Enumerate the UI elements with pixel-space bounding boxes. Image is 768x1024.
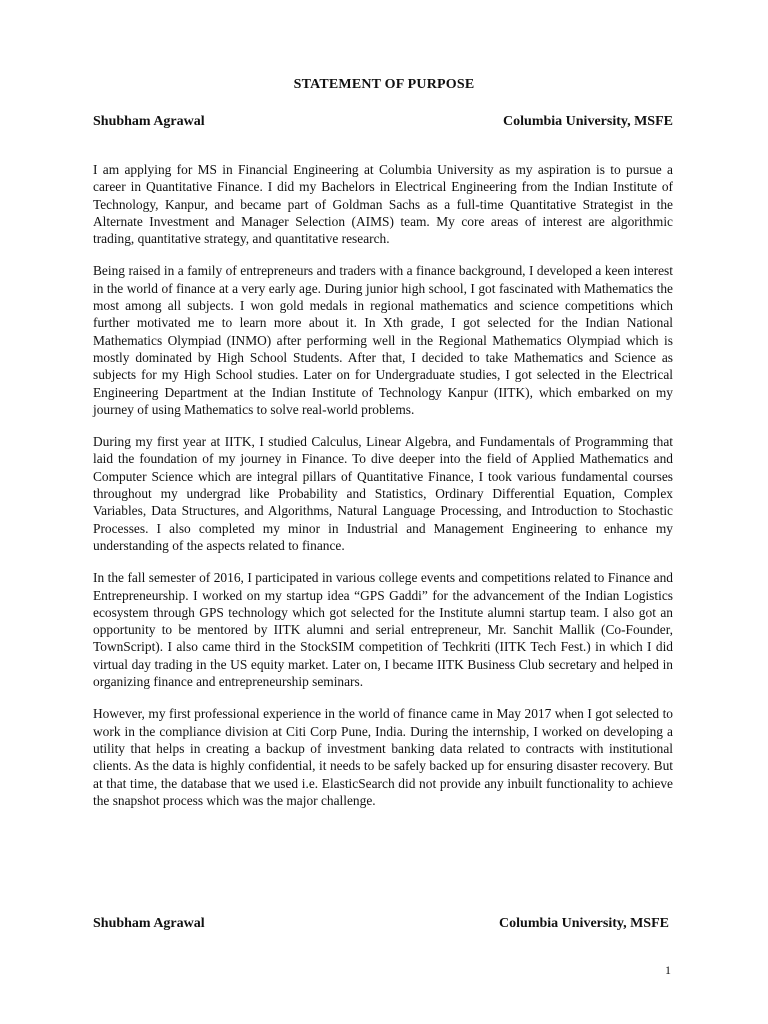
footer-program-name: Columbia University, MSFE [499,916,669,931]
program-name: Columbia University, MSFE [503,114,673,129]
document-header [93,114,673,130]
document-title: STATEMENT OF PURPOSE [293,77,475,92]
paragraph-5: However, my first professional experience in the world of finance came in May 2017 when I got selected to work in the compliance division at Citi Corp Pune, India. During the internship, I worked on developing a utility that helps in creating a backup of investment banking data related to contracts with institutional clients. As the data is highly confidential, it needs to be safely backed up for ensuring disaster recovery. But at that time, the database that we used i.e. ElasticSearch did not provide any inbuilt functionality to achieve the snapshot process which was the major challenge. [93,706,673,808]
paragraph-1: I am applying for MS in Financial Engineering at Columbia University as my aspiration is to pursue a career in Quantitative Finance. I did my Bachelors in Electrical Engineering from the Indian Institute of Technology, Kanpur, and became part of Goldman Sachs as a full-time Quantitative Strategist in the Alternate Investment and Manager Selection (AIMS) team. My core areas of interest are algorithmic trading, quantitative strategy, and quantitative research. [93,162,673,247]
footer-author-name: Shubham Agrawal [93,916,205,931]
document-footer [93,916,669,932]
paragraph-3: During my first year at IITK, I studied Calculus, Linear Algebra, and Fundamentals of Programming that laid the foundation of my journey in Finance. To dive deeper into the field of Applied Mathematics and Computer Science which are integral pillars of Quantitative Finance, I took various fundamental courses throughout my undergrad like Probability and Statistics, Ordinary Differential Equation, Complex Variables, Data Structures, and Algorithms, Natural Language Processing, and Introduction to Stochastic Processes. I also completed my minor in Industrial and Management Engineering to enhance my understanding of the aspects related to finance. [93,434,673,553]
paragraph-4: In the fall semester of 2016, I participated in various college events and competitions related to Finance and Entrepreneurship. I worked on my startup idea “GPS Gaddi” for the advancement of the Indian Logistics ecosystem through GPS technology which got selected for the Institute alumni startup team. I also got an opportunity to be mentored by IITK alumni and serial entrepreneur, Mr. Sanchit Mallik (Co-Founder, TownScript). I also came third in the StockSIM competition of Techkriti (IITK Tech Fest.) in which I did virtual day trading in the US equity market. Later on, I became IITK Business Club secretary and helped in organizing finance and entrepreneurship seminars. [93,570,673,690]
author-name: Shubham Agrawal [93,114,205,129]
paragraph-2: Being raised in a family of entrepreneurs and traders with a finance background, I developed a keen interest in the world of finance at a very early age. During junior high school, I got fascinated with Mathematics the most among all subjects. I won gold medals in regional mathematics and science competitions which further motivated me to learn more about it. In Xth grade, I got selected for the Indian National Mathematics Olympiad (INMO) after performing well in the Regional Mathematics Olympiad which is mostly dominated by High School Students. After that, I decided to take Mathematics and Science as subjects for my High School studies. Later on for Undergraduate studies, I got selected in the Electrical Engineering Department at the Indian Institute of Technology Kanpur (IITK), which embarked on my journey of using Mathematics to solve real-world problems. [93,263,673,417]
page-number: 1 [665,963,671,977]
document-body [93,161,673,824]
